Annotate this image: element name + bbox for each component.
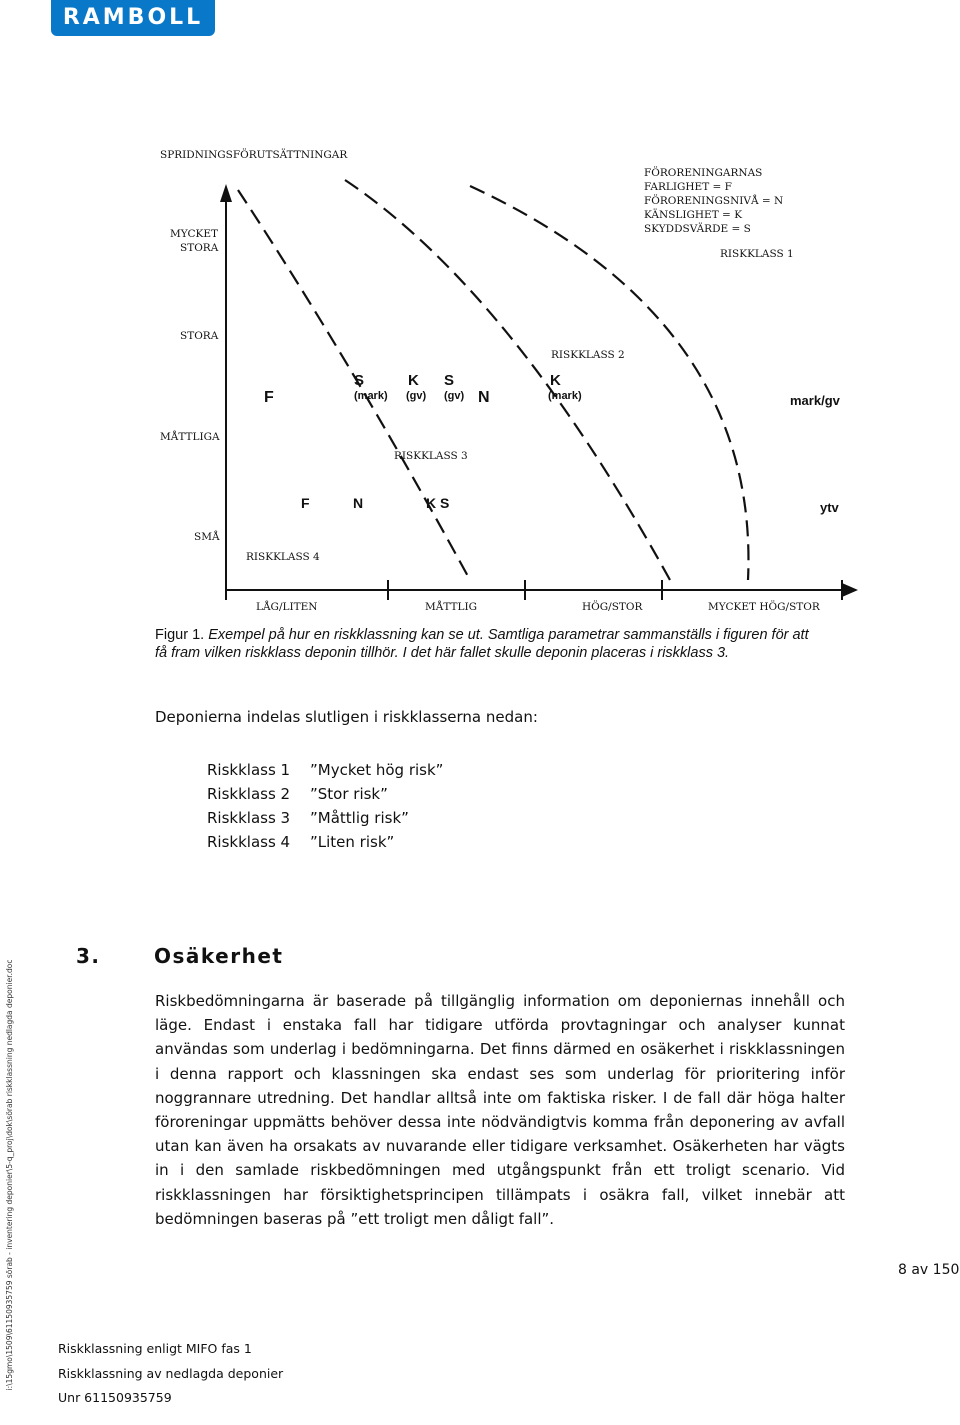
y-label: STORA: [180, 242, 219, 254]
page-number: 8 av 150: [898, 1262, 960, 1278]
section-body: Riskbedömningarna är baserade på tillgänglig information om deponiernas innehåll och läge. Endast i enstaka fall har tidigare utförda provtagningar och analyser kunnat användas som underlag i bedömningarna. Det finns därmed en osäkerhet i riskklassningen i denna rapport och klassningen ska endast ses som underlag för prioritering inför noggrannare utredning. Det handlar alltså inte om faktiska risker. I de fall där höga halter föroreningar uppmätts behöver dessa inte nödvändigtvis komma från deponering av avfall utan kan även ha orsakats av nuvarande eller tidigare verksamhet. Osäkerheten har vägts in i den samlade riskbedömningen med utgångspunkt från ett troligt scenario. Vid riskklassningen har försiktighetsprincipen tillämpats i osäkra fall, vilket innebär att bedömningen baseras på ”ett troligt men dåligt fall”.: [155, 992, 845, 1228]
list-item: [207, 758, 443, 782]
ramboll-logo: RAMBOLL: [51, 0, 215, 36]
marker-s-gv: S: [444, 372, 455, 389]
boundary-2-3: [345, 180, 670, 580]
legend-line: SKYDDSVÄRDE = S: [644, 223, 751, 235]
riskklass-list: [207, 758, 443, 854]
footer: [58, 1337, 283, 1411]
marker-s-gv-sub: (gv): [444, 390, 465, 402]
marker-k-mark-sub: (mark): [548, 390, 582, 402]
row-label-mark-gv: mark/gv: [790, 393, 840, 408]
caption-label: Figur 1.: [155, 627, 205, 643]
caption-text: Exempel på hur en riskklassning kan se ut. Samtliga parametrar sammanställs i figuren för att få fram vilken riskklass deponin tillhör. I det här fallet skulle deponin placeras i riskklass 3.: [155, 627, 809, 661]
risk-classification-diagram: [150, 140, 870, 620]
riskklass-name: Riskklass 4: [207, 833, 291, 851]
riskklass-name: Riskklass 2: [207, 785, 291, 803]
list-item: [207, 830, 443, 854]
section-title: Osäkerhet: [154, 944, 284, 968]
legend-line: FÖRORENINGSNIVÅ = N: [644, 195, 784, 207]
legend-line: KÄNSLIGHET = K: [644, 209, 743, 221]
riskklass-label: RISKKLASS 4: [246, 551, 320, 563]
y-label: MYCKET: [170, 228, 219, 240]
riskklass-desc: ”Liten risk”: [310, 833, 395, 851]
sidebar-file-path: i:\15gmo\1509\61150935759 sörab - inventering deponier\5-q_proj\dok\sörab riskklassning nedlagda deponier.doc: [5, 959, 14, 1391]
list-item: [207, 782, 443, 806]
riskklass-name: Riskklass 3: [207, 809, 291, 827]
marker-f: F: [264, 389, 274, 406]
marker-s-mark-sub: (mark): [354, 390, 388, 402]
x-label: HÖG/STOR: [582, 601, 643, 613]
x-label: MÅTTLIG: [425, 601, 478, 613]
x-axis-arrow: [842, 583, 858, 597]
footer-line: Unr 61150935759: [58, 1390, 172, 1405]
y-axis-arrow: [220, 184, 232, 202]
marker-k-gv: K: [408, 372, 419, 389]
footer-line: Riskklassning enligt MIFO fas 1: [58, 1341, 252, 1356]
footer-line: Riskklassning av nedlagda deponier: [58, 1365, 284, 1381]
riskklass-desc: ”Stor risk”: [310, 785, 388, 803]
y-label: SMÅ: [194, 531, 220, 543]
boundary-1-2: [470, 186, 748, 580]
riskklass-label: RISKKLASS 3: [394, 450, 468, 462]
y-label: MÅTTLIGA: [160, 431, 220, 443]
riskklass-label: RISKKLASS 2: [551, 349, 625, 361]
riskklass-desc: ”Mycket hög risk”: [310, 761, 444, 779]
marker-k-gv-sub: (gv): [406, 390, 427, 402]
section-heading: [76, 944, 283, 968]
riskklass-name: Riskklass 1: [207, 761, 291, 779]
x-label: MYCKET HÖG/STOR: [708, 601, 820, 613]
riskklass-label: RISKKLASS 1: [720, 248, 794, 260]
figure-caption: [155, 626, 815, 662]
marker-f-ytv: F: [301, 495, 310, 511]
diagram-title: SPRIDNINGSFÖRUTSÄTTNINGAR: [160, 149, 348, 161]
marker-s-mark: S: [354, 372, 365, 389]
marker-ks-ytv: K S: [426, 495, 450, 511]
list-item: [207, 806, 443, 830]
intro-text: Deponierna indelas slutligen i riskklasserna nedan:: [155, 708, 538, 726]
y-label: STORA: [180, 330, 219, 342]
row-label-ytv: ytv: [820, 500, 839, 515]
marker-n: N: [478, 389, 490, 406]
riskklass-desc: ”Måttlig risk”: [310, 809, 409, 827]
x-label: LÅG/LITEN: [256, 601, 318, 613]
marker-k-mark: K: [550, 372, 561, 389]
legend-line: FÖRORENINGARNAS: [644, 167, 763, 179]
marker-n-ytv: N: [353, 495, 364, 511]
legend-line: FARLIGHET = F: [644, 181, 732, 193]
section-number: 3.: [76, 944, 101, 968]
